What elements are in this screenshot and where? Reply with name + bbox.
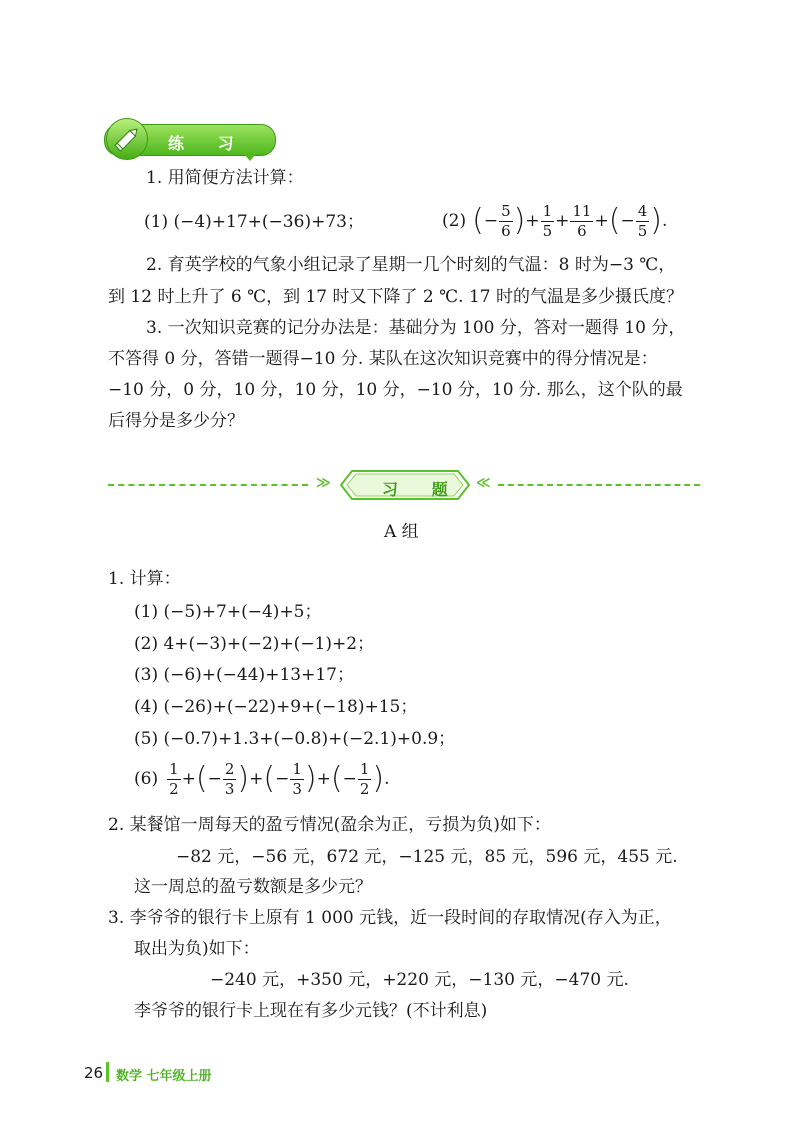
frac-den: 5 xyxy=(637,221,648,240)
fraction-1-2 xyxy=(167,759,181,798)
practice-q3-line1: 3. 一次知识竞赛的记分办法是：基础分为 100 分，答对一题得 10 分， xyxy=(146,318,686,338)
frac-sign: − xyxy=(207,769,222,789)
practice-q1-part1: (1) (−4)+17+(−36)+73； xyxy=(144,212,364,232)
frac-sign: − xyxy=(620,211,635,231)
frac-num: 1 xyxy=(292,759,302,778)
fraction-1-3 xyxy=(290,759,304,798)
fraction-4-5 xyxy=(636,201,650,240)
exercise-q1-item1: (1) (−5)+7+(−4)+5； xyxy=(134,602,322,622)
plus-sign: + xyxy=(555,211,570,231)
plus-sign: + xyxy=(316,769,331,789)
paren-open: ( xyxy=(263,761,276,796)
chevron-right-icon: ≫ xyxy=(316,475,328,491)
book-title: 数学 七年级上册 xyxy=(116,1069,212,1084)
exercises-banner xyxy=(340,470,470,500)
plus-sign: + xyxy=(525,211,540,231)
frac-sign: − xyxy=(342,769,357,789)
practice-banner xyxy=(104,122,276,158)
paren-close: ) xyxy=(237,761,250,796)
frac-den: 2 xyxy=(169,779,179,798)
divider-left xyxy=(108,484,308,486)
exercise-q3-line1: 3. 李爷爷的银行卡上原有 1 000 元钱，近一段时间的存取情况(存入为正， xyxy=(108,908,672,928)
plus-sign: + xyxy=(181,769,196,789)
frac-den: 6 xyxy=(577,221,587,240)
exercise-q1-title: 1. 计算： xyxy=(108,569,181,589)
exercise-q1-item6 xyxy=(134,758,390,800)
period: . xyxy=(384,769,390,789)
frac-sign: − xyxy=(275,769,290,789)
practice-q1-part2 xyxy=(442,200,667,242)
fraction-2-3 xyxy=(223,759,237,798)
exercise-q3-line3: −240 元，+350 元，+220 元，−130 元，−470 元. xyxy=(210,970,629,990)
exercises-banner-title: 习 题 xyxy=(382,480,462,499)
exercise-q1-item6-label: (6) xyxy=(134,769,159,789)
paren-close: ) xyxy=(304,761,317,796)
frac-num: 4 xyxy=(637,201,648,220)
frac-den: 6 xyxy=(501,221,511,240)
footer-bar xyxy=(106,1062,109,1082)
exercise-q2-line2: −82 元，−56 元，672 元，−125 元，85 元，596 元，455 元. xyxy=(176,847,678,867)
paren-open: ( xyxy=(195,761,208,796)
fraction-11-6 xyxy=(570,201,593,240)
exercise-q1-item3: (3) (−6)+(−44)+13+17； xyxy=(134,665,354,685)
divider-right xyxy=(498,484,700,486)
frac-num: 1 xyxy=(359,759,370,778)
practice-q3-line4: 后得分是多少分？ xyxy=(108,411,244,431)
frac-num: 1 xyxy=(542,201,553,220)
frac-num: 1 xyxy=(169,759,179,778)
frac-den: 3 xyxy=(224,779,235,798)
fraction-1-5 xyxy=(541,201,555,240)
practice-q3-line2: 不答得 0 分，答错一题得−10 分. 某队在这次知识竞赛中的得分情况是： xyxy=(108,349,658,369)
practice-q2-line1: 2. 育英学校的气象小组记录了星期一几个时刻的气温：8 时为−3 ℃， xyxy=(146,255,676,275)
exercise-q1-item2: (2) 4+(−3)+(−2)+(−1)+2； xyxy=(134,634,375,654)
fraction-5-6 xyxy=(499,201,513,240)
fraction-1-2b xyxy=(358,759,372,798)
frac-num: 11 xyxy=(572,201,592,220)
paren-open: ( xyxy=(472,203,484,238)
frac-den: 3 xyxy=(292,779,302,798)
exercise-q3-line4: 李爷爷的银行卡上现在有多少元钱？(不计利息) xyxy=(134,1001,488,1021)
plus-sign: + xyxy=(594,211,609,231)
chevron-left-icon: ≪ xyxy=(476,475,488,491)
practice-banner-title: 练 习 xyxy=(168,134,248,153)
exercise-q2-line1: 2. 某餐馆一周每天的盈亏情况(盈余为正，亏损为负)如下： xyxy=(108,815,551,835)
frac-sign: − xyxy=(483,211,499,231)
page-number: 26 xyxy=(84,1064,104,1082)
frac-num: 2 xyxy=(224,759,235,778)
paren-close: ) xyxy=(513,203,526,238)
exercise-q2-line3: 这一周总的盈亏数额是多少元？ xyxy=(134,877,372,897)
plus-sign: + xyxy=(249,769,264,789)
practice-q2-line2: 到 12 时上升了 6 ℃，到 17 时又下降了 2 ℃. 17 时的气温是多少摄氏度？ xyxy=(108,287,684,307)
practice-q1-part2-label: (2) xyxy=(442,211,467,231)
practice-q1-text: 1. 用简便方法计算： xyxy=(146,168,304,188)
exercise-q1-item5: (5) (−0.7)+1.3+(−0.8)+(−2.1)+0.9； xyxy=(134,729,456,749)
paren-open: ( xyxy=(608,203,621,238)
group-heading: A 组 xyxy=(384,522,419,542)
pencil-icon xyxy=(107,119,147,159)
practice-banner-circle xyxy=(106,118,148,160)
paren-close: ) xyxy=(650,203,662,238)
frac-den: 2 xyxy=(359,779,370,798)
practice-banner-pointer xyxy=(244,154,256,161)
exercise-q1-item4: (4) (−26)+(−22)+9+(−18)+15； xyxy=(134,697,418,717)
paren-close: ) xyxy=(372,761,385,796)
frac-num: 5 xyxy=(501,201,511,220)
frac-den: 5 xyxy=(542,221,553,240)
practice-q3-line3: −10 分，0 分，10 分，10 分，10 分，−10 分，10 分. 那么，这个队的最 xyxy=(108,380,683,400)
period: . xyxy=(661,211,668,231)
exercise-q3-line2: 取出为负)如下： xyxy=(134,939,260,959)
paren-open: ( xyxy=(330,761,343,796)
